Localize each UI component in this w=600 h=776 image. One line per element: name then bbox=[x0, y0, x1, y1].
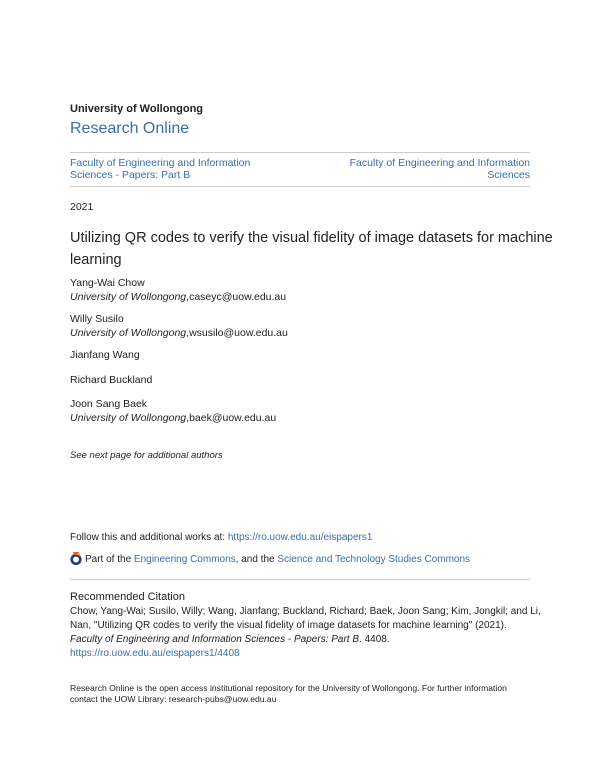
email: wsusilo@uow.edu.au bbox=[189, 327, 288, 339]
divider bbox=[70, 152, 530, 153]
affiliation: University of Wollongong bbox=[70, 412, 187, 424]
additional-authors-note: See next page for additional authors bbox=[70, 450, 223, 461]
citation-line: Nan, "Utilizing QR codes to verify the visual fidelity of image datasets for machine learning" (2021). bbox=[70, 620, 507, 631]
institution-name: University of Wollongong bbox=[70, 103, 204, 115]
journal-name: Faculty of Engineering and Information Sciences - Papers: Part B bbox=[70, 634, 360, 645]
citation-heading: Recommended Citation bbox=[70, 591, 185, 603]
affiliation: University of Wollongong bbox=[70, 327, 187, 339]
collection-line: Sciences - Papers: Part B bbox=[70, 169, 191, 181]
collection-line: Faculty of Engineering and Information bbox=[349, 157, 530, 169]
email: baek@uow.edu.au bbox=[189, 412, 277, 424]
divider bbox=[70, 186, 530, 187]
footer-line: contact the UOW Library: research-pubs@uow.edu.au bbox=[70, 694, 277, 704]
paper-title bbox=[70, 227, 553, 271]
part-of-line bbox=[70, 552, 470, 569]
citation-line: Chow, Yang-Wai; Susilo, Willy; Wang, Jianfang; Buckland, Richard; Baek, Joon Sang; Kim, Jongkil; and Li, bbox=[70, 606, 541, 617]
author-name: Willy Susilo bbox=[70, 313, 124, 325]
citation-link[interactable]: https://ro.uow.edu.au/eispapers1/4408 bbox=[70, 648, 240, 659]
divider bbox=[70, 579, 530, 580]
part-of-text: Part of the bbox=[85, 554, 134, 565]
collection-link-faculty[interactable] bbox=[350, 157, 530, 181]
citation-line bbox=[70, 633, 541, 647]
engineering-commons-link[interactable]: Engineering Commons bbox=[133, 554, 236, 565]
email: caseyc@uow.edu.au bbox=[189, 291, 287, 303]
part-of-text: , and the bbox=[235, 554, 278, 565]
author-name: Joon Sang Baek bbox=[70, 398, 148, 410]
author-name: Richard Buckland bbox=[70, 374, 153, 386]
author-name: Jianfang Wang bbox=[70, 349, 140, 361]
footer-line: Research Online is the open access institutional repository for the University of Wollongong. For further information bbox=[70, 683, 507, 693]
collection-line: Sciences bbox=[487, 169, 530, 181]
sts-commons-link[interactable]: Science and Technology Studies Commons bbox=[277, 554, 471, 565]
affiliation: University of Wollongong bbox=[70, 291, 187, 303]
follow-text: Follow this and additional works at: bbox=[70, 532, 228, 543]
author-affiliation: University of Wollongong,caseyc@uow.edu.au bbox=[70, 291, 287, 303]
article-number: . 4408. bbox=[359, 634, 390, 645]
eispapers-link[interactable]: https://ro.uow.edu.au/eispapers1 bbox=[227, 532, 373, 543]
follow-line bbox=[70, 532, 372, 544]
year: 2021 bbox=[70, 201, 94, 213]
title-line: Utilizing QR codes to verify the visual fidelity of image datasets for machine bbox=[70, 230, 553, 246]
commons-logo-icon bbox=[70, 552, 82, 569]
collection-link-part-b[interactable] bbox=[70, 157, 250, 181]
citation-text bbox=[70, 605, 541, 661]
repository-link[interactable]: Research Online bbox=[70, 120, 190, 137]
title-line: learning bbox=[70, 252, 122, 268]
author-name: Yang-Wai Chow bbox=[70, 277, 145, 289]
author-affiliation: University of Wollongong,baek@uow.edu.au bbox=[70, 412, 277, 424]
collection-line: Faculty of Engineering and Information bbox=[70, 157, 251, 169]
author-affiliation: University of Wollongong,wsusilo@uow.edu.au bbox=[70, 327, 288, 339]
footer-note bbox=[70, 683, 507, 705]
